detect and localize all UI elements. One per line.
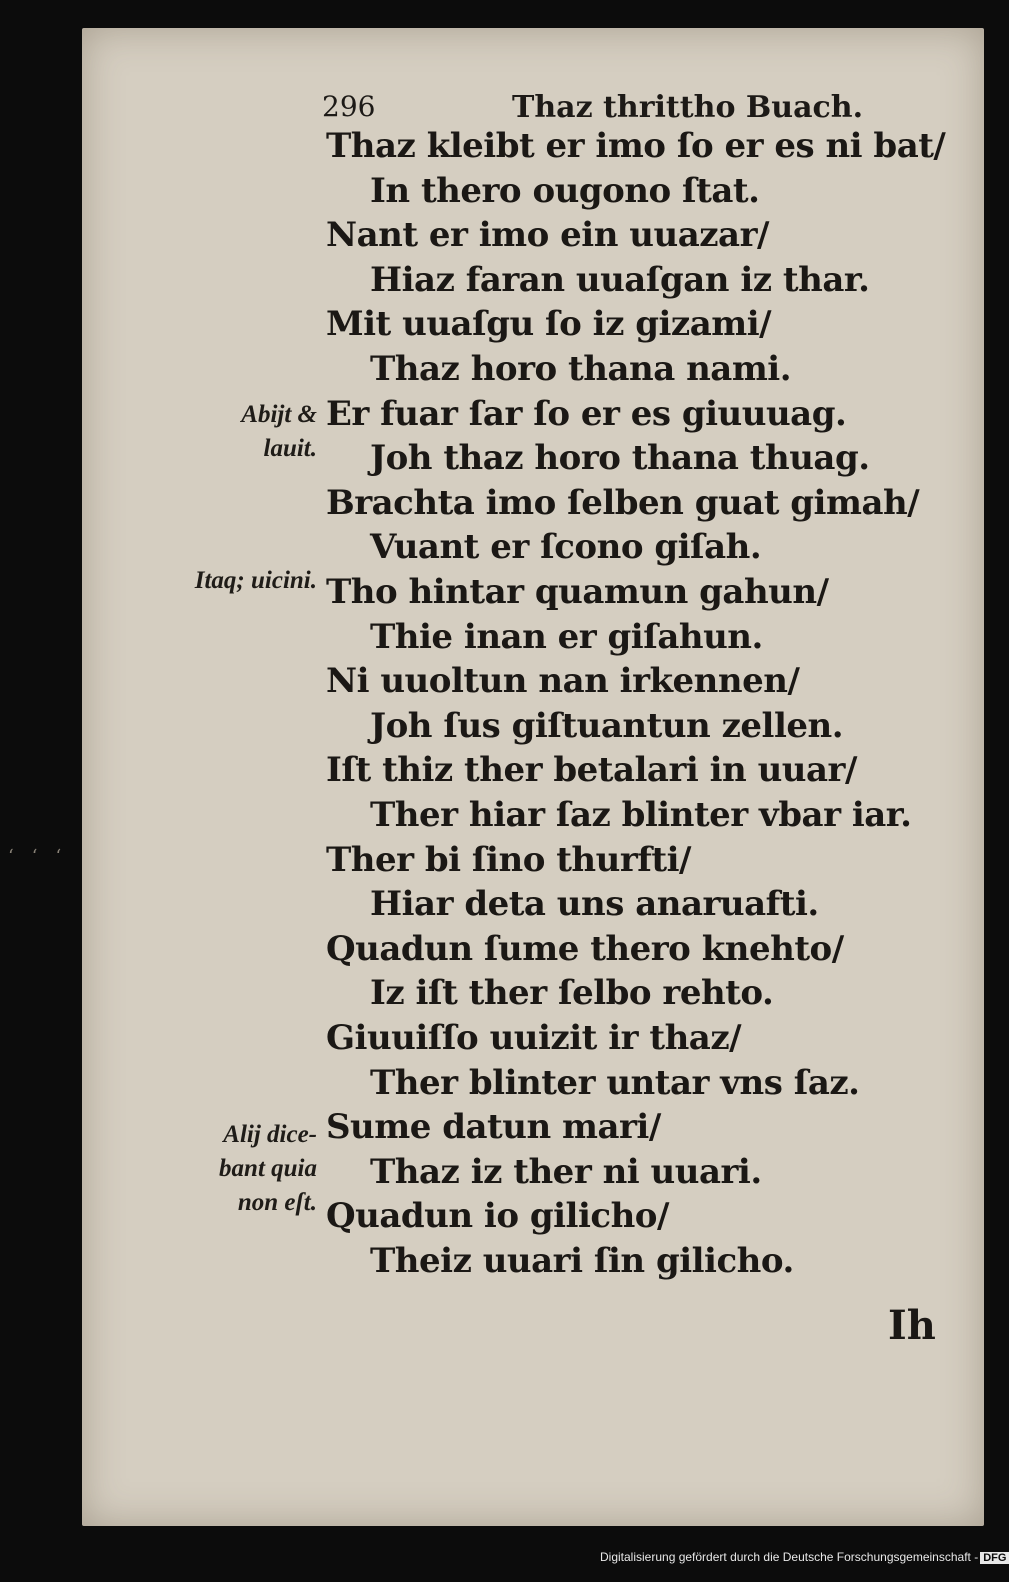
- margin-note-line: bant quia: [219, 1155, 317, 1182]
- page-number: 296: [322, 90, 376, 123]
- verse-line: Thaz kleibt er imo ſo er es ni bat/: [326, 126, 946, 166]
- running-title: Thaz thrittho Buach.: [512, 90, 864, 125]
- verse-line: In thero ougono ſtat.: [370, 171, 760, 211]
- dfg-logo-badge: DFG: [980, 1552, 1009, 1564]
- margin-note-line: Abijt &: [241, 401, 317, 428]
- margin-note-line: lauit.: [263, 435, 317, 462]
- verse-line: Quadun ſume thero knehto/: [326, 929, 844, 969]
- verse-line: Joh thaz horo thana thuag.: [370, 438, 870, 478]
- footer-text: Digitalisierung gefördert durch die Deutsche Forschungsgemeinschaft -: [600, 1550, 979, 1564]
- verse-line: Thaz horo thana nami.: [370, 349, 792, 389]
- catchword: Ih: [888, 1302, 936, 1349]
- footer-credit: [600, 1550, 1009, 1564]
- verse-line: Joh ſus giſtuantun zellen.: [370, 706, 844, 746]
- margin-note-line: Itaq; uicini.: [194, 567, 317, 594]
- margin-note-abijt: [241, 398, 317, 466]
- verse-line: Sume datun mari/: [326, 1107, 661, 1147]
- verse-line: Quadun io gilicho/: [326, 1196, 669, 1236]
- verse-line: Brachta imo ſelben guat gimah/: [326, 483, 920, 523]
- margin-note-itaq: [195, 564, 317, 598]
- verse-line: Ni uuoltun nan irkennen/: [326, 661, 800, 701]
- margin-note-line: Alij dice-: [223, 1121, 317, 1148]
- verse-line: Thie inan er giſahun.: [370, 617, 763, 657]
- verse-line: Tho hintar quamun gahun/: [326, 572, 829, 612]
- verse-line: Ther bi ſino thurfti/: [326, 840, 691, 880]
- verse-line: Hiar deta uns anaruafti.: [370, 884, 819, 924]
- verse-line: Iſt thiz ther betalari in uuar/: [326, 750, 857, 790]
- gutter-marks: ‘‘‘: [8, 846, 80, 867]
- verse-line: Ther hiar ſaz blinter vbar iar.: [370, 795, 912, 835]
- margin-note-line: non eſt.: [237, 1189, 317, 1216]
- verse-line: Theiz uuari ſin gilicho.: [370, 1241, 794, 1281]
- verse-line: Nant er imo ein uuazar/: [326, 215, 769, 255]
- margin-note-alij: [219, 1118, 317, 1220]
- verse-line: Iz iſt ther ſelbo rehto.: [370, 973, 774, 1013]
- verse-line: Mit uuaſgu ſo iz gizami/: [326, 304, 772, 344]
- verse-line: Er fuar ſar ſo er es giuuuag.: [326, 394, 847, 434]
- verse-line: Ther blinter untar vns ſaz.: [370, 1063, 860, 1103]
- verse-line: Thaz iz ther ni uuari.: [370, 1152, 762, 1192]
- verse-line: Hiaz faran uuaſgan iz thar.: [370, 260, 870, 300]
- verse-line: Giuuiſſo uuizit ir thaz/: [326, 1018, 742, 1058]
- verse-line: Vuant er ſcono giſah.: [370, 527, 762, 567]
